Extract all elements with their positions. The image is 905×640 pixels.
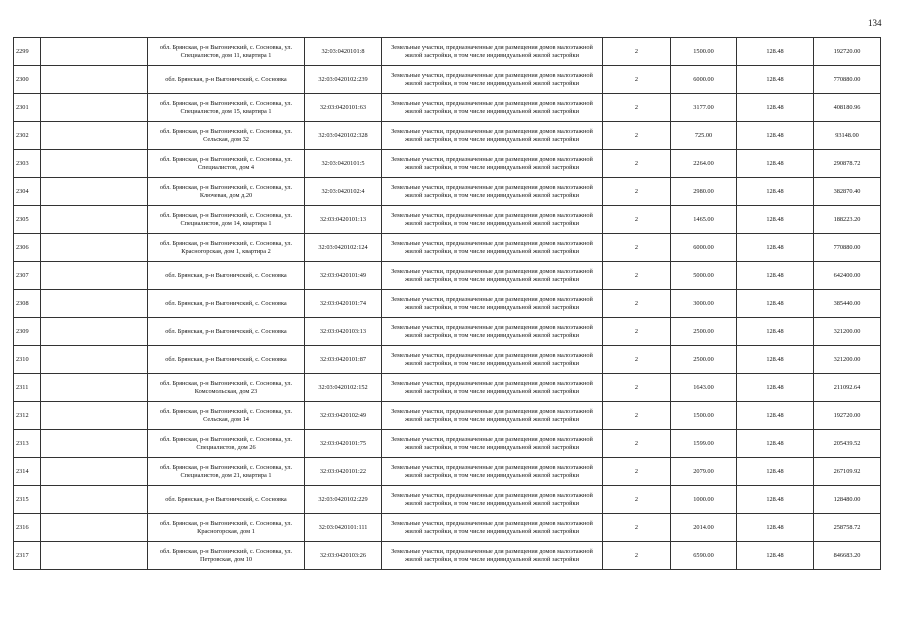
category-cell: 2	[603, 66, 671, 94]
area-cell: 6000.00	[671, 66, 737, 94]
land-use-description-cell: Земельные участки, предназначенные для размещения домов малоэтажной жилой застройки, в том числе индивидуальной жилой застройки	[382, 38, 603, 66]
empty-cell	[41, 122, 148, 150]
rate-cell: 128.48	[737, 458, 814, 486]
empty-cell	[41, 374, 148, 402]
land-use-description-cell: Земельные участки, предназначенные для размещения домов малоэтажной жилой застройки, в том числе индивидуальной жилой застройки	[382, 430, 603, 458]
area-cell: 2264.00	[671, 150, 737, 178]
table-row	[14, 234, 881, 262]
table-body	[14, 38, 881, 570]
area-cell: 725.00	[671, 122, 737, 150]
category-cell: 2	[603, 430, 671, 458]
table-row	[14, 486, 881, 514]
category-cell: 2	[603, 458, 671, 486]
land-use-description-cell: Земельные участки, предназначенные для размещения домов малоэтажной жилой застройки, в том числе индивидуальной жилой застройки	[382, 122, 603, 150]
empty-cell	[41, 290, 148, 318]
area-cell: 2980.00	[671, 178, 737, 206]
area-cell: 3177.00	[671, 94, 737, 122]
category-cell: 2	[603, 122, 671, 150]
rate-cell: 128.48	[737, 206, 814, 234]
table-row	[14, 514, 881, 542]
row-number: 2314	[14, 458, 41, 486]
address-cell: обл. Брянская, р-н Выгоничский, с. Сосновка, ул. Красногорская, дом 1	[148, 514, 305, 542]
rate-cell: 128.48	[737, 486, 814, 514]
address-cell: обл. Брянская, р-н Выгоничский, с. Сосновка, ул. Сельская, дом 14	[148, 402, 305, 430]
rate-cell: 128.48	[737, 290, 814, 318]
address-cell: обл. Брянская, р-н Выгоничский, с. Сосновка, ул. Специалистов, дом 4	[148, 150, 305, 178]
land-use-description-cell: Земельные участки, предназначенные для размещения домов малоэтажной жилой застройки, в том числе индивидуальной жилой застройки	[382, 94, 603, 122]
empty-cell	[41, 66, 148, 94]
empty-cell	[41, 346, 148, 374]
table-row	[14, 290, 881, 318]
category-cell: 2	[603, 486, 671, 514]
cadastral-value-cell: 192720.00	[814, 38, 881, 66]
row-number: 2300	[14, 66, 41, 94]
land-use-description-cell: Земельные участки, предназначенные для размещения домов малоэтажной жилой застройки, в том числе индивидуальной жилой застройки	[382, 290, 603, 318]
cadastral-value-cell: 188223.20	[814, 206, 881, 234]
table-row	[14, 346, 881, 374]
address-cell: обл. Брянская, р-н Выгоничский, с. Сосновка	[148, 486, 305, 514]
row-number: 2306	[14, 234, 41, 262]
empty-cell	[41, 514, 148, 542]
area-cell: 6000.00	[671, 234, 737, 262]
row-number: 2302	[14, 122, 41, 150]
address-cell: обл. Брянская, р-н Выгоничский, с. Сосновка, ул. Петровская, дом 10	[148, 542, 305, 570]
land-use-description-cell: Земельные участки, предназначенные для размещения домов малоэтажной жилой застройки, в том числе индивидуальной жилой застройки	[382, 150, 603, 178]
cadastral-number-cell: 32:03:0420103:26	[305, 542, 382, 570]
land-plots-table	[13, 37, 881, 570]
area-cell: 1500.00	[671, 402, 737, 430]
area-cell: 1465.00	[671, 206, 737, 234]
area-cell: 1599.00	[671, 430, 737, 458]
address-cell: обл. Брянская, р-н Выгоничский, с. Сосновка, ул. Сельская, дом 32	[148, 122, 305, 150]
address-cell: обл. Брянская, р-н Выгоничский, с. Сосновка	[148, 318, 305, 346]
empty-cell	[41, 94, 148, 122]
cadastral-value-cell: 408180.96	[814, 94, 881, 122]
rate-cell: 128.48	[737, 122, 814, 150]
empty-cell	[41, 234, 148, 262]
cadastral-number-cell: 32:03:0420102:239	[305, 66, 382, 94]
cadastral-value-cell: 290878.72	[814, 150, 881, 178]
row-number: 2303	[14, 150, 41, 178]
cadastral-number-cell: 32:03:0420102:49	[305, 402, 382, 430]
table-row	[14, 430, 881, 458]
empty-cell	[41, 486, 148, 514]
land-use-description-cell: Земельные участки, предназначенные для размещения домов малоэтажной жилой застройки, в том числе индивидуальной жилой застройки	[382, 346, 603, 374]
cadastral-value-cell: 385440.00	[814, 290, 881, 318]
category-cell: 2	[603, 290, 671, 318]
category-cell: 2	[603, 402, 671, 430]
cadastral-number-cell: 32:03:0420101:49	[305, 262, 382, 290]
table-row	[14, 402, 881, 430]
rate-cell: 128.48	[737, 178, 814, 206]
area-cell: 2014.00	[671, 514, 737, 542]
table-row	[14, 542, 881, 570]
row-number: 2313	[14, 430, 41, 458]
row-number: 2317	[14, 542, 41, 570]
cadastral-value-cell: 258758.72	[814, 514, 881, 542]
area-cell: 1643.00	[671, 374, 737, 402]
category-cell: 2	[603, 234, 671, 262]
empty-cell	[41, 318, 148, 346]
row-number: 2312	[14, 402, 41, 430]
cadastral-number-cell: 32:03:0420101:5	[305, 150, 382, 178]
row-number: 2305	[14, 206, 41, 234]
empty-cell	[41, 430, 148, 458]
address-cell: обл. Брянская, р-н Выгоничский, с. Сосновка	[148, 262, 305, 290]
cadastral-value-cell: 642400.00	[814, 262, 881, 290]
cadastral-value-cell: 321200.00	[814, 346, 881, 374]
table-row	[14, 262, 881, 290]
address-cell: обл. Брянская, р-н Выгоничский, с. Сосновка, ул. Красногорская, дом 1, квартира 2	[148, 234, 305, 262]
category-cell: 2	[603, 150, 671, 178]
row-number: 2311	[14, 374, 41, 402]
area-cell: 5000.00	[671, 262, 737, 290]
area-cell: 3000.00	[671, 290, 737, 318]
row-number: 2301	[14, 94, 41, 122]
row-number: 2308	[14, 290, 41, 318]
table-row	[14, 150, 881, 178]
table-row	[14, 178, 881, 206]
land-use-description-cell: Земельные участки, предназначенные для размещения домов малоэтажной жилой застройки, в том числе индивидуальной жилой застройки	[382, 178, 603, 206]
empty-cell	[41, 542, 148, 570]
cadastral-number-cell: 32:03:0420101:111	[305, 514, 382, 542]
row-number: 2315	[14, 486, 41, 514]
rate-cell: 128.48	[737, 262, 814, 290]
address-cell: обл. Брянская, р-н Выгоничский, с. Сосновка, ул. Ключевая, дом д.20	[148, 178, 305, 206]
address-cell: обл. Брянская, р-н Выгоничский, с. Сосновка, ул. Комсомольская, дом 23	[148, 374, 305, 402]
category-cell: 2	[603, 178, 671, 206]
table-row	[14, 458, 881, 486]
category-cell: 2	[603, 514, 671, 542]
area-cell: 1500.00	[671, 38, 737, 66]
land-use-description-cell: Земельные участки, предназначенные для размещения домов малоэтажной жилой застройки, в том числе индивидуальной жилой застройки	[382, 206, 603, 234]
table-row	[14, 122, 881, 150]
cadastral-number-cell: 32:03:0420102:229	[305, 486, 382, 514]
land-use-description-cell: Земельные участки, предназначенные для размещения домов малоэтажной жилой застройки, в том числе индивидуальной жилой застройки	[382, 402, 603, 430]
address-cell: обл. Брянская, р-н Выгоничский, с. Сосновка, ул. Специалистов, дом 21, квартира 1	[148, 458, 305, 486]
cadastral-number-cell: 32:03:0420101:22	[305, 458, 382, 486]
empty-cell	[41, 262, 148, 290]
cadastral-value-cell: 846683.20	[814, 542, 881, 570]
table-row	[14, 38, 881, 66]
land-use-description-cell: Земельные участки, предназначенные для размещения домов малоэтажной жилой застройки, в том числе индивидуальной жилой застройки	[382, 234, 603, 262]
land-use-description-cell: Земельные участки, предназначенные для размещения домов малоэтажной жилой застройки, в том числе индивидуальной жилой застройки	[382, 514, 603, 542]
cadastral-number-cell: 32:03:0420101:63	[305, 94, 382, 122]
empty-cell	[41, 458, 148, 486]
empty-cell	[41, 38, 148, 66]
category-cell: 2	[603, 206, 671, 234]
row-number: 2316	[14, 514, 41, 542]
land-use-description-cell: Земельные участки, предназначенные для размещения домов малоэтажной жилой застройки, в том числе индивидуальной жилой застройки	[382, 66, 603, 94]
cadastral-number-cell: 32:03:0420103:13	[305, 318, 382, 346]
cadastral-number-cell: 32:03:0420102:328	[305, 122, 382, 150]
cadastral-value-cell: 770880.00	[814, 234, 881, 262]
address-cell: обл. Брянская, р-н Выгоничский, с. Сосновка, ул. Специалистов, дом 26	[148, 430, 305, 458]
cadastral-number-cell: 32:03:0420102:4	[305, 178, 382, 206]
rate-cell: 128.48	[737, 94, 814, 122]
row-number: 2309	[14, 318, 41, 346]
rate-cell: 128.48	[737, 374, 814, 402]
category-cell: 2	[603, 374, 671, 402]
category-cell: 2	[603, 318, 671, 346]
table-row	[14, 66, 881, 94]
rate-cell: 128.48	[737, 38, 814, 66]
category-cell: 2	[603, 542, 671, 570]
page-number: 134	[868, 18, 882, 28]
cadastral-value-cell: 382870.40	[814, 178, 881, 206]
address-cell: обл. Брянская, р-н Выгоничский, с. Сосновка, ул. Специалистов, дом 11, квартира 1	[148, 38, 305, 66]
cadastral-value-cell: 128480.00	[814, 486, 881, 514]
rate-cell: 128.48	[737, 150, 814, 178]
address-cell: обл. Брянская, р-н Выгоничский, с. Сосновка	[148, 66, 305, 94]
address-cell: обл. Брянская, р-н Выгоничский, с. Сосновка, ул. Специалистов, дом 14, квартира 1	[148, 206, 305, 234]
table-row	[14, 318, 881, 346]
cadastral-value-cell: 192720.00	[814, 402, 881, 430]
cadastral-number-cell: 32:03:0420102:152	[305, 374, 382, 402]
cadastral-value-cell: 770880.00	[814, 66, 881, 94]
area-cell: 2500.00	[671, 318, 737, 346]
cadastral-number-cell: 32:03:0420101:13	[305, 206, 382, 234]
category-cell: 2	[603, 346, 671, 374]
address-cell: обл. Брянская, р-н Выгоничский, с. Сосновка	[148, 290, 305, 318]
land-use-description-cell: Земельные участки, предназначенные для размещения домов малоэтажной жилой застройки, в том числе индивидуальной жилой застройки	[382, 318, 603, 346]
cadastral-value-cell: 267109.92	[814, 458, 881, 486]
cadastral-number-cell: 32:03:0420101:8	[305, 38, 382, 66]
empty-cell	[41, 402, 148, 430]
cadastral-value-cell: 211092.64	[814, 374, 881, 402]
cadastral-number-cell: 32:03:0420101:87	[305, 346, 382, 374]
rate-cell: 128.48	[737, 430, 814, 458]
cadastral-value-cell: 205439.52	[814, 430, 881, 458]
land-use-description-cell: Земельные участки, предназначенные для размещения домов малоэтажной жилой застройки, в том числе индивидуальной жилой застройки	[382, 486, 603, 514]
cadastral-number-cell: 32:03:0420102:124	[305, 234, 382, 262]
land-use-description-cell: Земельные участки, предназначенные для размещения домов малоэтажной жилой застройки, в том числе индивидуальной жилой застройки	[382, 458, 603, 486]
table-row	[14, 374, 881, 402]
row-number: 2304	[14, 178, 41, 206]
empty-cell	[41, 206, 148, 234]
area-cell: 6590.00	[671, 542, 737, 570]
category-cell: 2	[603, 38, 671, 66]
area-cell: 1000.00	[671, 486, 737, 514]
rate-cell: 128.48	[737, 234, 814, 262]
cadastral-number-cell: 32:03:0420101:75	[305, 430, 382, 458]
empty-cell	[41, 150, 148, 178]
rate-cell: 128.48	[737, 346, 814, 374]
rate-cell: 128.48	[737, 318, 814, 346]
address-cell: обл. Брянская, р-н Выгоничский, с. Сосновка, ул. Специалистов, дом 15, квартира 1	[148, 94, 305, 122]
table-row	[14, 206, 881, 234]
rate-cell: 128.48	[737, 514, 814, 542]
land-use-description-cell: Земельные участки, предназначенные для размещения домов малоэтажной жилой застройки, в том числе индивидуальной жилой застройки	[382, 542, 603, 570]
rate-cell: 128.48	[737, 542, 814, 570]
category-cell: 2	[603, 262, 671, 290]
table-row	[14, 94, 881, 122]
row-number: 2299	[14, 38, 41, 66]
row-number: 2307	[14, 262, 41, 290]
cadastral-value-cell: 93148.00	[814, 122, 881, 150]
land-use-description-cell: Земельные участки, предназначенные для размещения домов малоэтажной жилой застройки, в том числе индивидуальной жилой застройки	[382, 374, 603, 402]
area-cell: 2500.00	[671, 346, 737, 374]
cadastral-number-cell: 32:03:0420101:74	[305, 290, 382, 318]
cadastral-value-cell: 321200.00	[814, 318, 881, 346]
area-cell: 2079.00	[671, 458, 737, 486]
empty-cell	[41, 178, 148, 206]
address-cell: обл. Брянская, р-н Выгоничский, с. Сосновка	[148, 346, 305, 374]
row-number: 2310	[14, 346, 41, 374]
rate-cell: 128.48	[737, 402, 814, 430]
land-use-description-cell: Земельные участки, предназначенные для размещения домов малоэтажной жилой застройки, в том числе индивидуальной жилой застройки	[382, 262, 603, 290]
rate-cell: 128.48	[737, 66, 814, 94]
category-cell: 2	[603, 94, 671, 122]
